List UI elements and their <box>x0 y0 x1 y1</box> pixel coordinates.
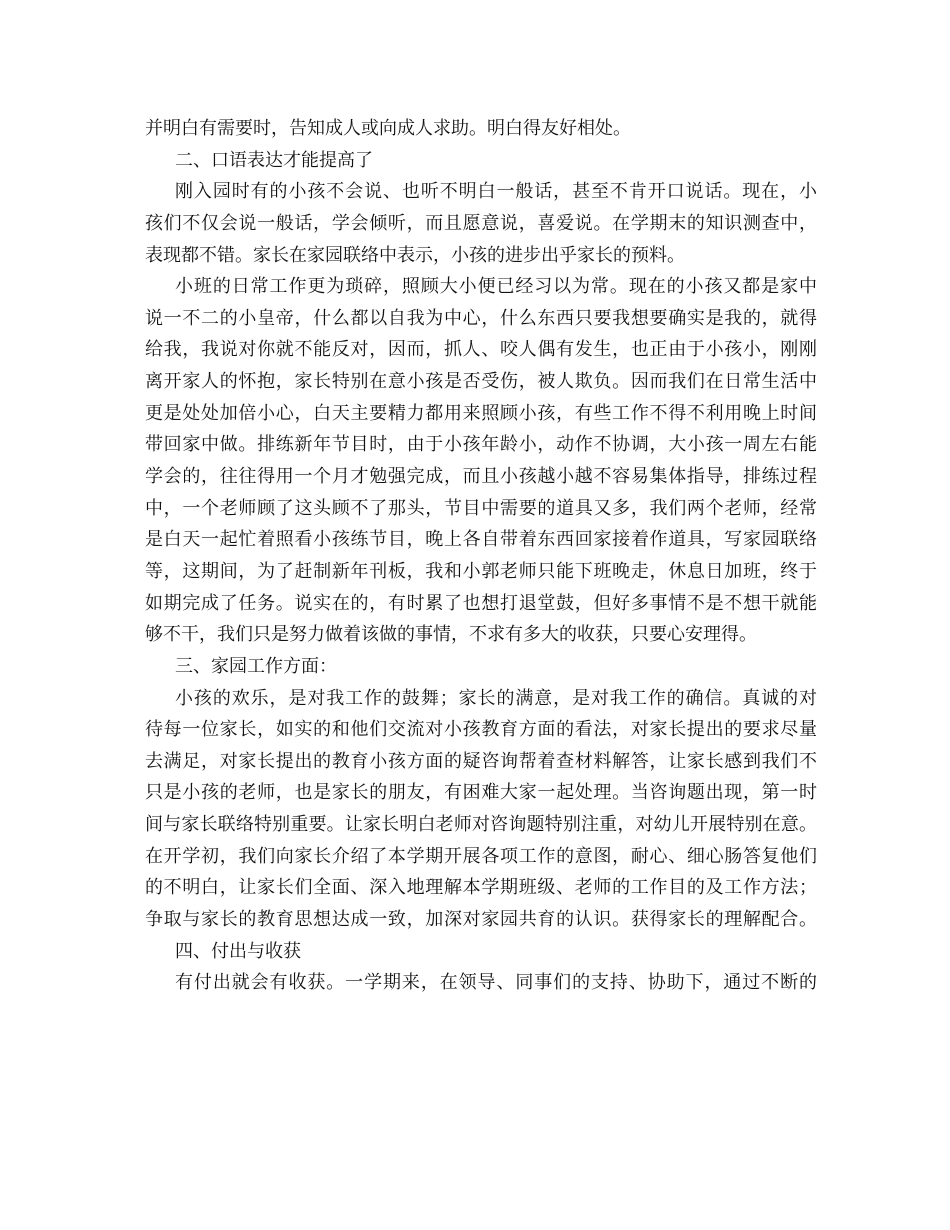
text-line: 只是小孩的老师，也是家长的朋友，有困难大家一起处理。当咨询题出现，第一时 <box>145 782 817 804</box>
text-line: 是白天一起忙着照看小孩练节目，晚上各自带着东西回家接着作道具，写家园联络 <box>145 529 817 551</box>
text-line: 并明白有需要时，告知成人或向成人求助。明白得友好相处。 <box>145 118 631 139</box>
text-line: 争取与家长的教育思想达成一致，加深对家园共育的认识。获得家长的理解配合。 <box>145 909 817 931</box>
text-line: 在开学初，我们向家长介绍了本学期开展各项工作的意图，耐心、细心肠答复他们 <box>145 845 817 867</box>
text-line: 小班的日常工作更为琐碎，照顾大小便已经习以为常。现在的小孩又都是家中 <box>175 276 817 298</box>
text-line: 如期完成了任务。说实在的，有时累了也想打退堂鼓，但好多事情不是不想干就能 <box>145 592 817 614</box>
text-line: 小孩的欢乐，是对我工作的鼓舞；家长的满意，是对我工作的确信。真诚的对 <box>175 687 817 709</box>
text-line: 说一不二的小皇帝，什么都以自我为中心，什么东西只要我想要确实是我的，就得 <box>145 307 817 329</box>
text-line: 表现都不错。家长在家园联络中表示，小孩的进步出乎家长的预料。 <box>145 244 685 266</box>
text-line: 待每一位家长，如实的和他们交流对小孩教育方面的看法，对家长提出的要求尽量 <box>145 719 817 741</box>
text-line: 间与家长联络特别重要。让家长明白老师对咨询题特别注重，对幼儿开展特别在意。 <box>145 814 817 836</box>
text-line: 中，一个老师顾了这头顾不了那头，节目中需要的道具又多，我们两个老师，经常 <box>145 497 817 519</box>
text-line: 二、口语表达才能提高了 <box>175 149 373 171</box>
text-line: 孩们不仅会说一般话，学会倾听，而且愿意说，喜爱说。在学期末的知识测查中， <box>145 212 817 234</box>
text-line: 等，这期间，为了赶制新年刊板，我和小郭老师只能下班晚走，休息日加班，终于 <box>145 560 817 582</box>
text-line: 有付出就会有收获。一学期来，在领导、同事们的支持、协助下，通过不断的 <box>175 972 817 994</box>
text-line: 带回家中做。排练新年节目时，由于小孩年龄小，动作不协调，大小孩一周左右能 <box>145 434 817 456</box>
text-line: 四、付出与收获 <box>175 940 301 962</box>
text-line: 的不明白，让家长们全面、深入地理解本学期班级、老师的工作目的及工作方法； <box>145 877 817 899</box>
text-line: 学会的，往往得用一个月才勉强完成，而且小孩越小越不容易集体指导，排练过程 <box>145 466 817 488</box>
text-line: 去满足，对家长提出的教育小孩方面的疑咨询帮着查材料解答，让家长感到我们不 <box>145 750 817 772</box>
text-line: 三、家园工作方面： <box>175 655 337 677</box>
document-body <box>145 114 817 1000</box>
text-line: 刚入园时有的小孩不会说、也听不明白一般话，甚至不肯开口说话。现在，小 <box>175 181 817 203</box>
text-line: 更是处处加倍小心，白天主要精力都用来照顾小孩，有些工作不得不利用晚上时间 <box>145 402 817 424</box>
text-line: 给我，我说对你就不能反对，因而，抓人、咬人偶有发生，也正由于小孩小，刚刚 <box>145 339 817 361</box>
text-line: 离开家人的怀抱，家长特别在意小孩是否受伤，被人欺负。因而我们在日常生活中 <box>145 371 817 393</box>
text-line: 够不干，我们只是努力做着该做的事情，不求有多大的收获，只要心安理得。 <box>145 624 757 646</box>
